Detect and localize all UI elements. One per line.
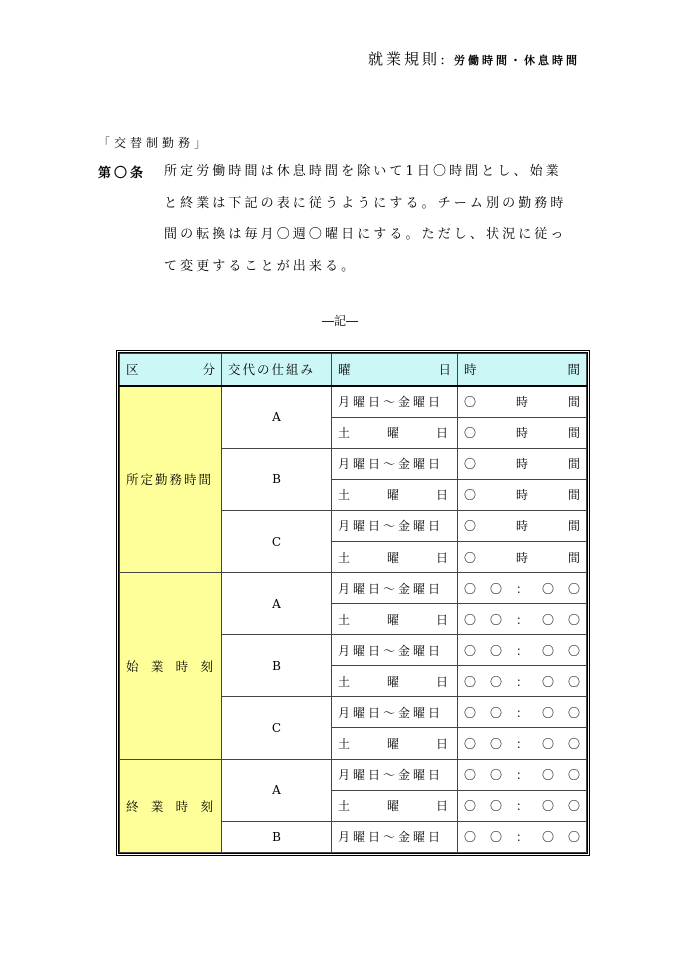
article-line: 間の転換は毎月〇週〇曜日にする。ただし、状況に従っ: [164, 227, 567, 242]
header-subtitle: 労働時間・休息時間: [454, 54, 580, 67]
article-line: と終業は下記の表に従うようにする。チーム別の勤務時: [164, 195, 567, 211]
document-header: [368, 48, 580, 69]
hours-cell: 〇 時 間: [458, 479, 587, 510]
day-cell: 土 曜 日: [332, 790, 458, 821]
time-cell: 〇 〇 ： 〇 〇: [458, 604, 587, 635]
shift-b: B: [222, 448, 332, 510]
article-body: [164, 156, 594, 282]
shift-c: C: [222, 510, 332, 572]
hours-cell: 〇 時 間: [458, 386, 587, 418]
hours-cell: 〇 時 間: [458, 510, 587, 541]
header-title: 就業規則: [367, 50, 440, 68]
shift-b: B: [222, 821, 332, 852]
table-row: [120, 386, 587, 418]
header-separator: ：: [440, 54, 454, 67]
time-cell: 〇 〇 ： 〇 〇: [458, 666, 587, 697]
shift-b: B: [222, 635, 332, 697]
time-cell: 〇 〇 ： 〇 〇: [458, 635, 587, 666]
day-cell: 月曜日〜金曜日: [332, 635, 458, 666]
header-kubun: 区 分: [120, 354, 222, 386]
day-cell: 月曜日〜金曜日: [332, 697, 458, 728]
day-cell: 月曜日〜金曜日: [332, 573, 458, 604]
header-jikan: 時 間: [458, 354, 587, 386]
shift-a: A: [222, 759, 332, 821]
hours-cell: 〇 時 間: [458, 448, 587, 479]
time-cell: 〇 〇 ： 〇 〇: [458, 697, 587, 728]
day-cell: 土 曜 日: [332, 542, 458, 573]
category-shugyo: 終 業 時 刻: [120, 759, 222, 852]
shift-c: C: [222, 697, 332, 759]
time-cell: 〇 〇 ： 〇 〇: [458, 790, 587, 821]
day-cell: 土 曜 日: [332, 604, 458, 635]
header-yobi: 曜 日: [332, 354, 458, 386]
ki-marker: ―記―: [321, 314, 358, 328]
day-cell: 月曜日〜金曜日: [332, 448, 458, 479]
article-label: 第〇条: [98, 166, 147, 181]
table-row: [120, 573, 587, 604]
hours-cell: 〇 時 間: [458, 417, 587, 448]
table-row: [120, 759, 587, 790]
category-shigyo: 始 業 時 刻: [120, 573, 222, 759]
shift-a: A: [222, 573, 332, 635]
time-cell: 〇 〇 ： 〇 〇: [458, 821, 587, 852]
article-line: 所定労働時間は休息時間を除いて1日〇時間とし、始業: [164, 164, 562, 179]
time-cell: 〇 〇 ： 〇 〇: [458, 573, 587, 604]
article-line: て変更することが出来る。: [164, 258, 358, 274]
day-cell: 月曜日〜金曜日: [332, 386, 458, 418]
header-kotai: 交代の仕組み: [222, 354, 332, 386]
table-header-row: [120, 354, 587, 386]
time-cell: 〇 〇 ： 〇 〇: [458, 759, 587, 790]
day-cell: 月曜日〜金曜日: [332, 510, 458, 541]
day-cell: 土 曜 日: [332, 479, 458, 510]
time-cell: 〇 〇 ： 〇 〇: [458, 728, 587, 759]
day-cell: 月曜日〜金曜日: [332, 821, 458, 852]
shift-a: A: [222, 386, 332, 449]
day-cell: 土 曜 日: [332, 666, 458, 697]
day-cell: 月曜日〜金曜日: [332, 759, 458, 790]
category-shotei: 所定勤務時間: [120, 386, 222, 573]
day-cell: 土 曜 日: [332, 728, 458, 759]
day-cell: 土 曜 日: [332, 417, 458, 448]
section-title: 「交替制勤務」: [98, 136, 211, 150]
schedule-table: [116, 350, 590, 856]
hours-cell: 〇 時 間: [458, 542, 587, 573]
